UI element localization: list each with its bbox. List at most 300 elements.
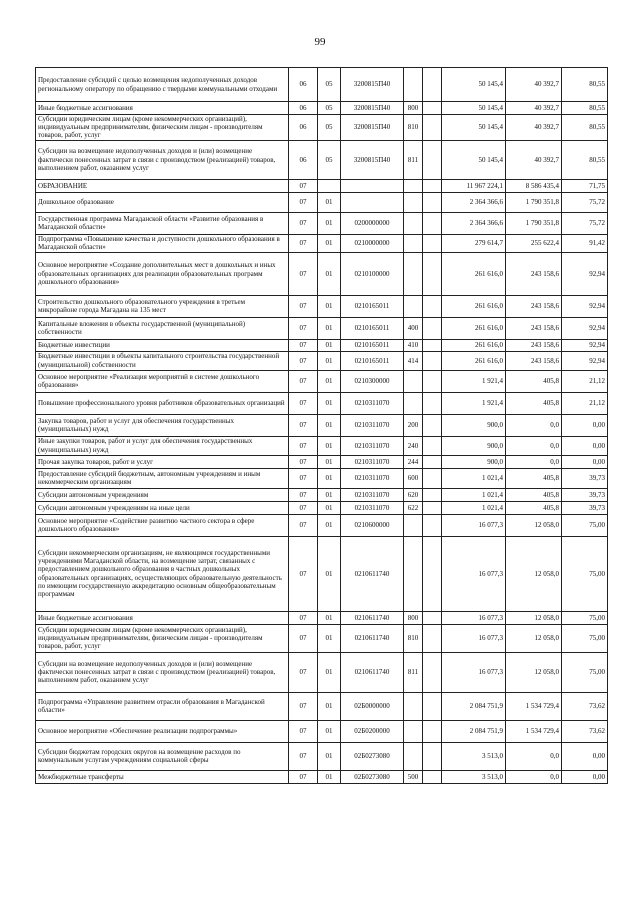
row-expense-type: 414 xyxy=(404,351,423,370)
row-percent: 0,00 xyxy=(562,414,608,436)
row-actual-amount: 405,8 xyxy=(506,501,562,514)
row-name: Строительство дошкольного образовательного учреждения в третьем микрорайоне города Магадана на 135 мест xyxy=(36,295,289,317)
row-target-code: 02Б0000000 xyxy=(341,692,404,720)
row-target-code: 0210611740 xyxy=(341,624,404,652)
row-planned-amount: 2 084 751,9 xyxy=(442,692,506,720)
row-planned-amount: 1 921,4 xyxy=(442,370,506,392)
row-percent: 39,73 xyxy=(562,468,608,488)
row-actual-amount: 12 058,0 xyxy=(506,514,562,536)
row-planned-amount: 50 145,4 xyxy=(442,115,506,141)
row-target-code: 0210165011 xyxy=(341,339,404,351)
row-section: 07 xyxy=(289,234,318,252)
row-target-code: 02Б0200000 xyxy=(341,720,404,742)
row-subsection xyxy=(318,179,341,192)
table-row xyxy=(36,140,608,179)
row-actual-amount: 243 158,6 xyxy=(506,317,562,339)
row-section: 07 xyxy=(289,436,318,455)
row-percent: 92,94 xyxy=(562,339,608,351)
row-name: Бюджетные инвестиции xyxy=(36,339,289,351)
row-actual-amount: 0,0 xyxy=(506,770,562,783)
row-planned-amount: 2 084 751,9 xyxy=(442,720,506,742)
table-row xyxy=(36,179,608,192)
row-section: 07 xyxy=(289,720,318,742)
row-expense-type xyxy=(404,742,423,770)
row-actual-amount: 1 534 729,4 xyxy=(506,692,562,720)
row-subsection: 01 xyxy=(318,692,341,720)
row-expense-type: 811 xyxy=(404,140,423,179)
row-section: 07 xyxy=(289,611,318,624)
row-percent: 75,00 xyxy=(562,624,608,652)
row-planned-amount: 261 616,0 xyxy=(442,252,506,295)
table-row xyxy=(36,351,608,370)
row-empty-cell xyxy=(423,192,442,212)
row-actual-amount: 243 158,6 xyxy=(506,295,562,317)
row-planned-amount: 2 364 366,6 xyxy=(442,192,506,212)
table-row xyxy=(36,720,608,742)
row-planned-amount: 261 616,0 xyxy=(442,295,506,317)
row-planned-amount: 2 364 366,6 xyxy=(442,212,506,234)
row-name: Государственная программа Магаданской области «Развитие образования в Магаданской области» xyxy=(36,212,289,234)
row-target-code: 0210311070 xyxy=(341,455,404,468)
row-section: 06 xyxy=(289,115,318,141)
row-expense-type: 622 xyxy=(404,501,423,514)
row-planned-amount: 261 616,0 xyxy=(442,317,506,339)
row-actual-amount: 40 392,7 xyxy=(506,68,562,102)
row-percent: 80,55 xyxy=(562,115,608,141)
row-subsection: 01 xyxy=(318,742,341,770)
row-target-code: 0200000000 xyxy=(341,212,404,234)
table-row xyxy=(36,102,608,115)
row-planned-amount: 261 616,0 xyxy=(442,351,506,370)
row-section: 07 xyxy=(289,370,318,392)
row-planned-amount: 50 145,4 xyxy=(442,102,506,115)
row-name: Предоставление субсидий бюджетным, автономным учреждениям и иным некоммерческим организациям xyxy=(36,468,289,488)
row-empty-cell xyxy=(423,252,442,295)
row-subsection: 01 xyxy=(318,501,341,514)
row-section: 07 xyxy=(289,455,318,468)
row-subsection: 01 xyxy=(318,192,341,212)
row-name: Закупка товаров, работ и услуг для обеспечения государственных (муниципальных) нужд xyxy=(36,414,289,436)
row-expense-type: 800 xyxy=(404,102,423,115)
row-planned-amount: 16 077,3 xyxy=(442,536,506,611)
table-row xyxy=(36,501,608,514)
row-expense-type xyxy=(404,252,423,295)
row-empty-cell xyxy=(423,514,442,536)
row-percent: 91,42 xyxy=(562,234,608,252)
row-target-code: 3200815П40 xyxy=(341,140,404,179)
row-percent: 92,94 xyxy=(562,295,608,317)
row-expense-type xyxy=(404,295,423,317)
row-expense-type: 410 xyxy=(404,339,423,351)
row-actual-amount: 40 392,7 xyxy=(506,115,562,141)
table-row xyxy=(36,115,608,141)
row-planned-amount: 900,0 xyxy=(442,455,506,468)
row-subsection: 01 xyxy=(318,436,341,455)
row-percent: 75,00 xyxy=(562,536,608,611)
row-empty-cell xyxy=(423,742,442,770)
row-planned-amount: 279 614,7 xyxy=(442,234,506,252)
row-target-code: 0210300000 xyxy=(341,370,404,392)
table-row xyxy=(36,488,608,501)
row-name: Иные закупки товаров, работ и услуг для обеспечения государственных (муниципальных) нужд xyxy=(36,436,289,455)
row-target-code: 0210000000 xyxy=(341,234,404,252)
row-percent: 75,00 xyxy=(562,652,608,692)
row-subsection: 01 xyxy=(318,234,341,252)
row-expense-type xyxy=(404,370,423,392)
row-empty-cell xyxy=(423,536,442,611)
row-percent: 73,62 xyxy=(562,692,608,720)
row-subsection: 01 xyxy=(318,468,341,488)
table-row xyxy=(36,212,608,234)
row-planned-amount: 16 077,3 xyxy=(442,514,506,536)
row-target-code: 0210311070 xyxy=(341,436,404,455)
row-empty-cell xyxy=(423,455,442,468)
row-name: Основное мероприятие «Реализация мероприятий в системе дошкольного образования» xyxy=(36,370,289,392)
row-name: Основное мероприятие «Создание дополнительных мест в дошкольных и иных образовательных организациях для реализации образовательных программ дошкольного образования» xyxy=(36,252,289,295)
table-body xyxy=(36,68,608,784)
row-target-code: 0210165011 xyxy=(341,351,404,370)
row-subsection: 01 xyxy=(318,295,341,317)
row-actual-amount: 1 790 351,8 xyxy=(506,212,562,234)
row-subsection: 01 xyxy=(318,370,341,392)
row-actual-amount: 405,8 xyxy=(506,370,562,392)
row-planned-amount: 16 077,3 xyxy=(442,624,506,652)
table-row xyxy=(36,455,608,468)
row-empty-cell xyxy=(423,102,442,115)
row-actual-amount: 0,0 xyxy=(506,742,562,770)
row-target-code: 3200815П40 xyxy=(341,115,404,141)
row-actual-amount: 8 586 435,4 xyxy=(506,179,562,192)
row-expense-type xyxy=(404,720,423,742)
table-row xyxy=(36,339,608,351)
row-empty-cell xyxy=(423,370,442,392)
row-subsection: 01 xyxy=(318,414,341,436)
row-actual-amount: 12 058,0 xyxy=(506,536,562,611)
row-subsection: 01 xyxy=(318,652,341,692)
row-percent: 75,00 xyxy=(562,611,608,624)
row-name: Субсидии на возмещение недополученных доходов и (или) возмещение фактически понесенных затрат в связи с производством (реализацией) товаров, выполнением работ, оказанием услуг xyxy=(36,140,289,179)
row-empty-cell xyxy=(423,212,442,234)
row-target-code: 0210611740 xyxy=(341,536,404,611)
row-subsection: 05 xyxy=(318,140,341,179)
row-actual-amount: 0,0 xyxy=(506,436,562,455)
table-row xyxy=(36,770,608,783)
row-percent: 92,94 xyxy=(562,317,608,339)
row-expense-type xyxy=(404,179,423,192)
row-planned-amount: 3 513,0 xyxy=(442,742,506,770)
row-name: Субсидии юридическим лицам (кроме некоммерческих организаций), индивидуальным предпринимателям, физическим лицам - производителям товаров, работ, услуг xyxy=(36,115,289,141)
row-percent: 0,00 xyxy=(562,742,608,770)
row-section: 06 xyxy=(289,140,318,179)
row-section: 07 xyxy=(289,652,318,692)
row-planned-amount: 900,0 xyxy=(442,414,506,436)
table-row xyxy=(36,436,608,455)
row-empty-cell xyxy=(423,351,442,370)
row-target-code: 0210311070 xyxy=(341,414,404,436)
row-percent: 0,00 xyxy=(562,770,608,783)
row-subsection: 01 xyxy=(318,392,341,414)
row-target-code xyxy=(341,192,404,212)
row-name: Основное мероприятие «Обеспечение реализации подпрограммы» xyxy=(36,720,289,742)
row-empty-cell xyxy=(423,68,442,102)
row-empty-cell xyxy=(423,436,442,455)
row-percent: 21,12 xyxy=(562,392,608,414)
row-name: Повышение профессионального уровня работников образовательных организаций xyxy=(36,392,289,414)
row-section: 06 xyxy=(289,102,318,115)
row-empty-cell xyxy=(423,611,442,624)
row-expense-type xyxy=(404,234,423,252)
row-name: Иные бюджетные ассигнования xyxy=(36,611,289,624)
row-section: 06 xyxy=(289,68,318,102)
row-percent: 80,55 xyxy=(562,140,608,179)
row-expense-type xyxy=(404,692,423,720)
row-planned-amount: 1 021,4 xyxy=(442,501,506,514)
row-expense-type xyxy=(404,192,423,212)
row-section: 07 xyxy=(289,514,318,536)
row-planned-amount: 50 145,4 xyxy=(442,140,506,179)
row-empty-cell xyxy=(423,295,442,317)
row-section: 07 xyxy=(289,192,318,212)
row-percent: 39,73 xyxy=(562,488,608,501)
row-planned-amount: 1 021,4 xyxy=(442,468,506,488)
row-empty-cell xyxy=(423,414,442,436)
row-name: Прочая закупка товаров, работ и услуг xyxy=(36,455,289,468)
row-percent: 71,75 xyxy=(562,179,608,192)
row-name: Предоставление субсидий с целью возмещения недополученных доходов региональному оператору по обращению с твердыми коммунальными отходами xyxy=(36,68,289,102)
row-empty-cell xyxy=(423,501,442,514)
row-name: Бюджетные инвестиции в объекты капитального строительства государственной (муниципальной) собственности xyxy=(36,351,289,370)
row-empty-cell xyxy=(423,115,442,141)
row-expense-type: 240 xyxy=(404,436,423,455)
table-row xyxy=(36,370,608,392)
row-empty-cell xyxy=(423,468,442,488)
row-expense-type: 600 xyxy=(404,468,423,488)
row-actual-amount: 40 392,7 xyxy=(506,102,562,115)
row-percent: 92,94 xyxy=(562,351,608,370)
row-empty-cell xyxy=(423,692,442,720)
row-subsection: 01 xyxy=(318,720,341,742)
row-name: Субсидии бюджетам городских округов на возмещение расходов по коммунальным услугам учреждениям социальной сферы xyxy=(36,742,289,770)
row-planned-amount: 11 967 224,1 xyxy=(442,179,506,192)
row-name: Субсидии на возмещение недополученных доходов и (или) возмещение фактически понесенных затрат в связи с производством (реализацией) товаров, выполнением работ, оказанием услуг xyxy=(36,652,289,692)
row-target-code xyxy=(341,179,404,192)
row-actual-amount: 243 158,6 xyxy=(506,252,562,295)
row-empty-cell xyxy=(423,140,442,179)
row-subsection: 05 xyxy=(318,68,341,102)
row-expense-type: 620 xyxy=(404,488,423,501)
row-expense-type: 810 xyxy=(404,624,423,652)
row-name: Субсидии автономным учреждениям на иные цели xyxy=(36,501,289,514)
row-subsection: 01 xyxy=(318,488,341,501)
row-expense-type: 500 xyxy=(404,770,423,783)
row-section: 07 xyxy=(289,501,318,514)
table-row xyxy=(36,611,608,624)
row-percent: 80,55 xyxy=(562,68,608,102)
row-target-code: 0210611740 xyxy=(341,652,404,692)
table-row xyxy=(36,317,608,339)
table-row xyxy=(36,692,608,720)
row-section: 07 xyxy=(289,770,318,783)
row-target-code: 0210311070 xyxy=(341,468,404,488)
row-target-code: 0210311070 xyxy=(341,392,404,414)
row-empty-cell xyxy=(423,392,442,414)
row-target-code: 0210600000 xyxy=(341,514,404,536)
row-subsection: 01 xyxy=(318,514,341,536)
row-name: Субсидии юридическим лицам (кроме некоммерческих организаций), индивидуальным предпринимателям, физическим лицам - производителям товаров, работ, услуг xyxy=(36,624,289,652)
row-actual-amount: 40 392,7 xyxy=(506,140,562,179)
row-actual-amount: 243 158,6 xyxy=(506,351,562,370)
row-target-code: 0210311070 xyxy=(341,488,404,501)
table-row xyxy=(36,392,608,414)
row-section: 07 xyxy=(289,351,318,370)
row-actual-amount: 0,0 xyxy=(506,455,562,468)
table-row xyxy=(36,514,608,536)
row-section: 07 xyxy=(289,317,318,339)
table-row xyxy=(36,536,608,611)
row-percent: 75,72 xyxy=(562,192,608,212)
table-row xyxy=(36,742,608,770)
row-name: Субсидии автономным учреждениям xyxy=(36,488,289,501)
row-empty-cell xyxy=(423,339,442,351)
row-subsection: 01 xyxy=(318,536,341,611)
row-actual-amount: 405,8 xyxy=(506,488,562,501)
row-target-code: 0210311070 xyxy=(341,501,404,514)
row-percent: 73,62 xyxy=(562,720,608,742)
row-percent: 92,94 xyxy=(562,252,608,295)
row-target-code: 02Б0273080 xyxy=(341,742,404,770)
row-section: 07 xyxy=(289,414,318,436)
row-section: 07 xyxy=(289,252,318,295)
row-empty-cell xyxy=(423,488,442,501)
row-expense-type xyxy=(404,536,423,611)
row-actual-amount: 1 534 729,4 xyxy=(506,720,562,742)
row-section: 07 xyxy=(289,488,318,501)
table-row xyxy=(36,192,608,212)
row-empty-cell xyxy=(423,179,442,192)
row-actual-amount: 12 058,0 xyxy=(506,624,562,652)
row-actual-amount: 12 058,0 xyxy=(506,611,562,624)
table-row xyxy=(36,414,608,436)
row-actual-amount: 405,8 xyxy=(506,392,562,414)
row-section: 07 xyxy=(289,295,318,317)
row-percent: 0,00 xyxy=(562,436,608,455)
row-actual-amount: 0,0 xyxy=(506,414,562,436)
row-percent: 39,73 xyxy=(562,501,608,514)
row-target-code: 3200815П40 xyxy=(341,102,404,115)
row-actual-amount: 1 790 351,8 xyxy=(506,192,562,212)
row-section: 07 xyxy=(289,212,318,234)
row-name: Основное мероприятие «Содействие развитию частного сектора в сфере дошкольного образования» xyxy=(36,514,289,536)
row-planned-amount: 1 021,4 xyxy=(442,488,506,501)
row-target-code: 0210611740 xyxy=(341,611,404,624)
row-section: 07 xyxy=(289,742,318,770)
row-actual-amount: 405,8 xyxy=(506,468,562,488)
table-row xyxy=(36,652,608,692)
row-percent: 0,00 xyxy=(562,455,608,468)
row-name: Межбюджетные трансферты xyxy=(36,770,289,783)
row-planned-amount: 1 921,4 xyxy=(442,392,506,414)
row-target-code: 0210165011 xyxy=(341,317,404,339)
table-row xyxy=(36,468,608,488)
row-empty-cell xyxy=(423,624,442,652)
row-name: Субсидии некоммерческим организациям, не являющимся государственными учреждениями Магаданской области, на возмещение затрат, связанных с предоставлением дошкольного образования в частных дошкольных образовательных организациях, осуществляющих образовательную деятельность по имеющим государственную аккредитацию основным общеобразовательным программам xyxy=(36,536,289,611)
row-actual-amount: 243 158,6 xyxy=(506,339,562,351)
row-target-code: 3200815П40 xyxy=(341,68,404,102)
row-percent: 75,72 xyxy=(562,212,608,234)
row-actual-amount: 12 058,0 xyxy=(506,652,562,692)
row-planned-amount: 50 145,4 xyxy=(442,68,506,102)
row-subsection: 01 xyxy=(318,351,341,370)
row-percent: 21,12 xyxy=(562,370,608,392)
row-target-code: 0210100000 xyxy=(341,252,404,295)
row-planned-amount: 16 077,3 xyxy=(442,611,506,624)
row-name: Подпрограмма «Управление развитием отрасли образования в Магаданской области» xyxy=(36,692,289,720)
row-expense-type: 800 xyxy=(404,611,423,624)
row-percent: 80,55 xyxy=(562,102,608,115)
row-subsection: 01 xyxy=(318,624,341,652)
row-section: 07 xyxy=(289,536,318,611)
row-section: 07 xyxy=(289,468,318,488)
row-subsection: 05 xyxy=(318,115,341,141)
page-number: 99 xyxy=(314,36,326,48)
row-planned-amount: 16 077,3 xyxy=(442,652,506,692)
row-expense-type: 400 xyxy=(404,317,423,339)
row-percent: 75,00 xyxy=(562,514,608,536)
row-target-code: 0210165011 xyxy=(341,295,404,317)
row-expense-type: 200 xyxy=(404,414,423,436)
row-name: Подпрограмма «Повышение качества и доступности дошкольного образования в Магаданской области» xyxy=(36,234,289,252)
row-expense-type: 811 xyxy=(404,652,423,692)
table-row xyxy=(36,252,608,295)
row-expense-type xyxy=(404,68,423,102)
row-name: Иные бюджетные ассигнования xyxy=(36,102,289,115)
row-actual-amount: 255 622,4 xyxy=(506,234,562,252)
table-row xyxy=(36,234,608,252)
row-expense-type xyxy=(404,514,423,536)
row-empty-cell xyxy=(423,317,442,339)
row-subsection: 01 xyxy=(318,611,341,624)
row-subsection: 05 xyxy=(318,102,341,115)
table-row xyxy=(36,295,608,317)
row-subsection: 01 xyxy=(318,339,341,351)
row-section: 07 xyxy=(289,179,318,192)
budget-table xyxy=(35,67,608,784)
row-expense-type: 244 xyxy=(404,455,423,468)
row-expense-type xyxy=(404,392,423,414)
row-subsection: 01 xyxy=(318,212,341,234)
row-subsection: 01 xyxy=(318,252,341,295)
row-planned-amount: 900,0 xyxy=(442,436,506,455)
row-subsection: 01 xyxy=(318,317,341,339)
row-name: Капитальные вложения в объекты государственной (муниципальной) собственности xyxy=(36,317,289,339)
row-planned-amount: 261 616,0 xyxy=(442,339,506,351)
row-planned-amount: 3 513,0 xyxy=(442,770,506,783)
row-section: 07 xyxy=(289,339,318,351)
row-empty-cell xyxy=(423,720,442,742)
row-name: ОБРАЗОВАНИЕ xyxy=(36,179,289,192)
row-empty-cell xyxy=(423,652,442,692)
row-name: Дошкольное образование xyxy=(36,192,289,212)
row-section: 07 xyxy=(289,692,318,720)
row-section: 07 xyxy=(289,392,318,414)
row-subsection: 01 xyxy=(318,770,341,783)
row-expense-type xyxy=(404,212,423,234)
table-row xyxy=(36,68,608,102)
row-target-code: 02Б0273080 xyxy=(341,770,404,783)
row-expense-type: 810 xyxy=(404,115,423,141)
table-row xyxy=(36,624,608,652)
row-empty-cell xyxy=(423,770,442,783)
